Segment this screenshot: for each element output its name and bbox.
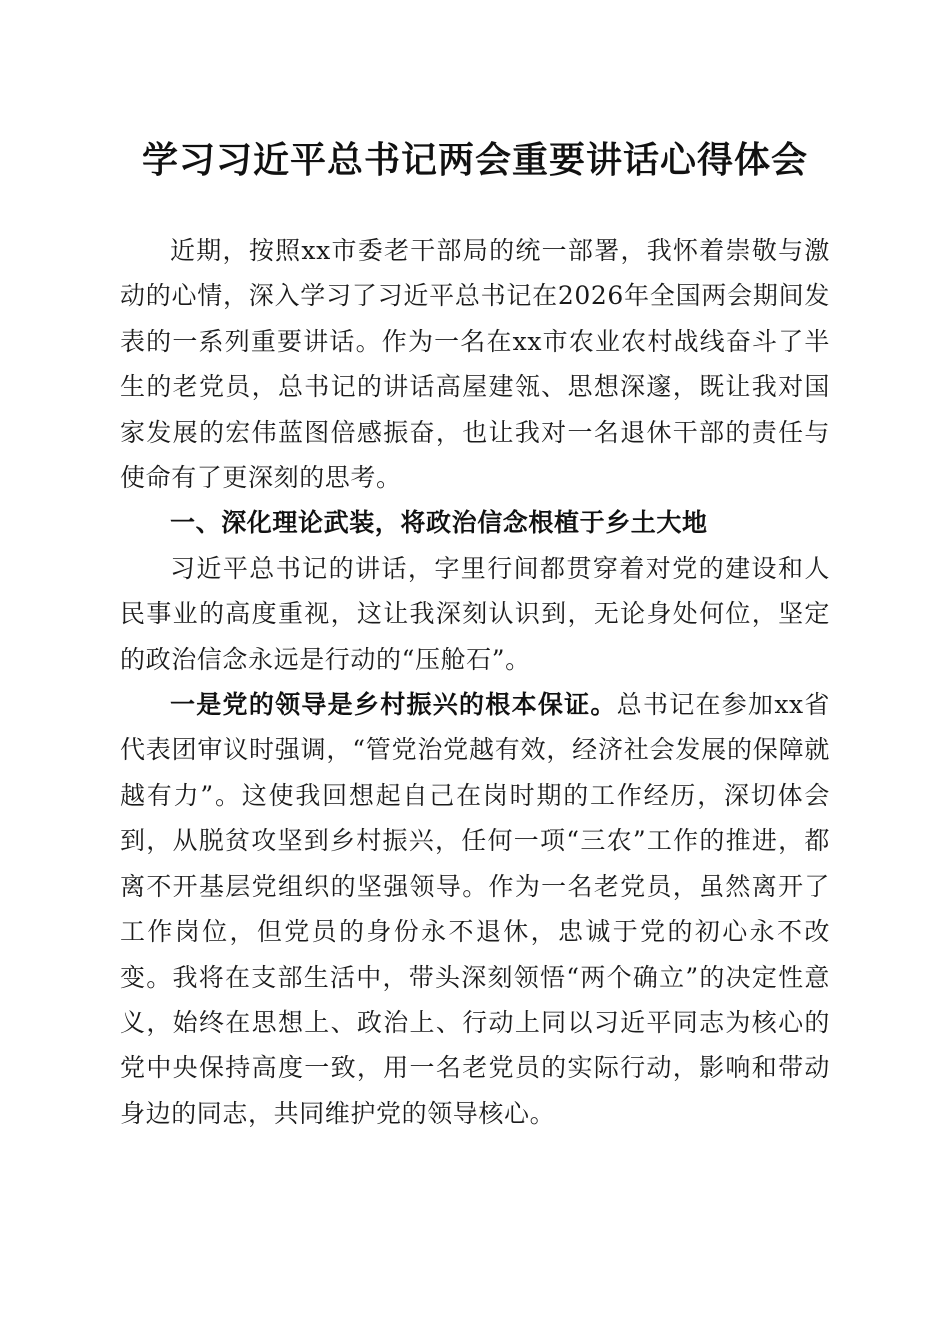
point-body-text: 总书记在参加xx省代表团审议时强调，“管党治党越有效，经济社会发展的保障就越有力”。这使我回想起自己在岗时期的工作经历，深切体会到，从脱贫攻坚到乡村振兴，任何一项“三农”工作的推进，都离不开基层党组织的坚强领导。作为一名老党员，虽然离开了工作岗位，但党员的身份永不退休，忠诚于党的初心永不改变。我将在支部生活中，带头深刻领悟“两个确立”的决定性意义，始终在思想上、政治上、行动上同以习近平同志为核心的党中央保持高度一致，用一名老党员的实际行动，影响和带动身边的同志，共同维护党的领导核心。	[120, 690, 830, 1128]
section-body-paragraph: 习近平总书记的讲话，字里行间都贯穿着对党的建设和人民事业的高度重视，这让我深刻认识到，无论身处何位，坚定的政治信念永远是行动的“压舱石”。	[120, 553, 830, 674]
point-paragraph	[120, 682, 830, 1136]
document-title: 学习习近平总书记两会重要讲话心得体会	[141, 139, 808, 181]
section-heading: 一、深化理论武装，将政治信念根植于乡土大地	[170, 508, 708, 538]
document-body	[120, 228, 830, 1136]
point-lead-sentence: 一是党的领导是乡村振兴的根本保证。	[170, 690, 617, 720]
intro-paragraph: 近期，按照xx市委老干部局的统一部署，我怀着崇敬与激动的心情，深入学习了习近平总书记在2026年全国两会期间发表的一系列重要讲话。作为一名在xx市农业农村战线奋斗了半生的老党员，总书记的讲话高屋建瓴、思想深邃，既让我对国家发展的宏伟蓝图倍感振奋，也让我对一名退休干部的责任与使命有了更深刻的思考。	[120, 236, 830, 493]
